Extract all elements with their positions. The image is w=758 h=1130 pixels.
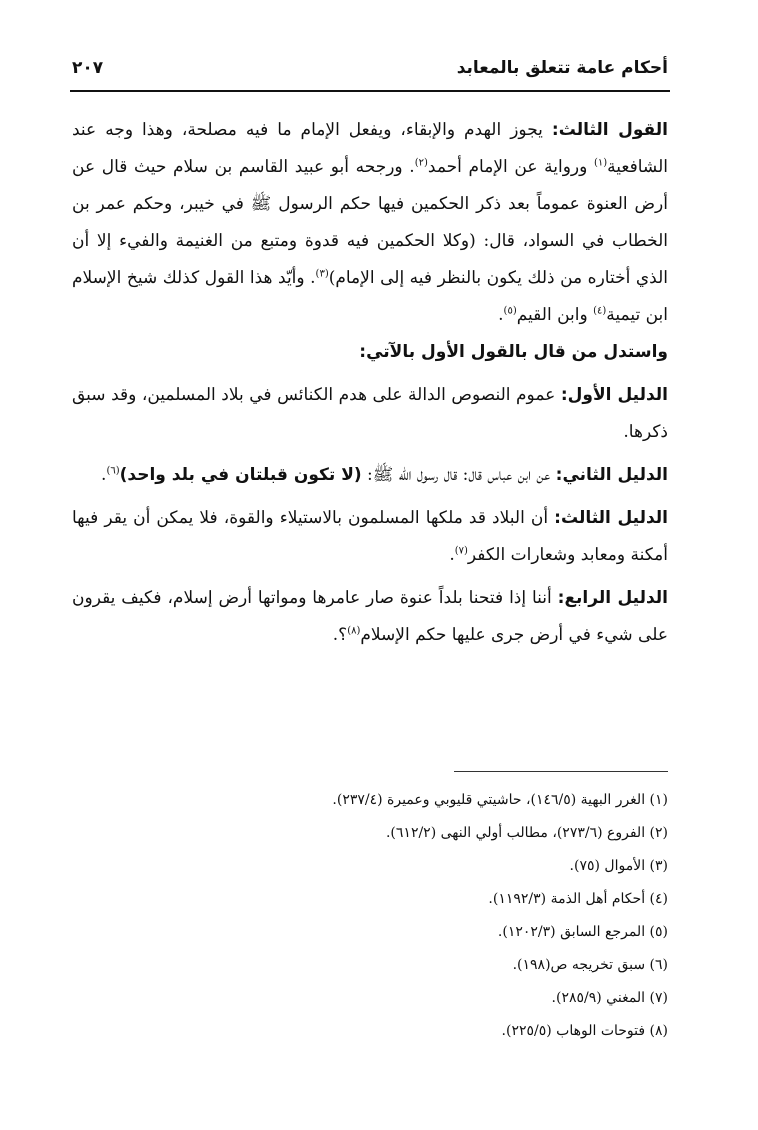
paragraph-text: . ورجحه أبو عبيد القاسم بن سلام حيث قال عن أرض العنوة عموماً بعد ذكر الحكمين فيها حكم الرسول ﷺ في خيبر، وحكم عمر بن الخطاب في السواد، قال: (وكلا الحكمين فيه قدوة ومتبع من الغنيمة والفيء إلا أن الذي أختاره من ذلك يكون بالنظر فيه إلى الإمام) (72, 157, 668, 288)
footnote-ref[interactable]: (٢) (414, 157, 428, 169)
paragraph-evidence-2 (72, 457, 668, 494)
footnotes-list (188, 784, 668, 1048)
footnote-item: (٨) فتوحات الوهاب (٢٢٥/٥). (501, 1023, 668, 1039)
paragraph-lead: الدليل الثاني: (555, 465, 668, 485)
paragraph-text: عن ابن عباس قال: قال رسول الله ﷺ: (361, 465, 556, 485)
footnote-item: (٣) الأموال (٧٥). (569, 858, 668, 874)
section-heading: واستدل من قال بالقول الأول بالآتي: (359, 342, 668, 362)
footnote-ref[interactable]: (٥) (503, 305, 517, 317)
paragraph-text: . وأيّد هذا القول كذلك شيخ الإسلام ابن تيمية (72, 268, 668, 325)
paragraph-text: ورواية عن الإمام أحمد (427, 157, 594, 177)
footnote-item: (١) الغرر البهية (١٤٦/٥)، حاشيتي قليوبي وعميرة (٢٣٧/٤). (332, 792, 668, 808)
paragraph-text: أن البلاد قد ملكها المسلمون بالاستيلاء والقوة، فلا يمكن أن يقر فيها أمكنة ومعابد وشعارات الكفر (72, 508, 668, 565)
paragraph-text: ؟. (332, 625, 348, 645)
footnote-item: (٦) سبق تخريجه ص(١٩٨). (512, 957, 668, 973)
footnote-item: (٧) المغني (٢٨٥/٩). (551, 990, 668, 1006)
paragraph-lead: الدليل الأول: (560, 385, 669, 405)
header-title: أحكام عامة تتعلق بالمعابد (456, 58, 668, 78)
paragraph-text: . (449, 545, 455, 565)
footnote-ref[interactable]: (١) (593, 157, 608, 169)
paragraph-text: وابن القيم (516, 305, 594, 325)
header-divider (70, 90, 670, 92)
paragraph-text: عموم النصوص الدالة على هدم الكنائس في بلاد المسلمين، وقد سبق ذكرها. (72, 385, 668, 442)
paragraph-lead: الدليل الرابع: (557, 588, 668, 608)
footnote-item: (٢) الفروع (٢٧٣/٦)، مطالب أولي النهى (٦١٢/٢). (385, 825, 668, 841)
paragraph-lead: الدليل الثالث: (554, 508, 669, 528)
page-number: ٢٠٧ (72, 58, 104, 78)
paragraph-text: يجوز الهدم والإبقاء، ويفعل الإمام ما فيه مصلحة، وهذا وجه عند الشافعية (72, 120, 668, 177)
paragraph-third-opinion (72, 112, 668, 334)
main-text (72, 112, 668, 654)
footnote-item: (٥) المرجع السابق (١٢٠٢/٣). (497, 924, 668, 940)
paragraph-text: أننا إذا فتحنا بلداً عنوة صار عامرها ومواتها أرض إسلام، فكيف يقرون على شيء في أرض جرى عليها حكم الإسلام (72, 588, 668, 645)
footnote-ref[interactable]: (٨) (347, 625, 361, 637)
footnote-item: (٤) أحكام أهل الذمة (١١٩٢/٣). (488, 891, 668, 907)
hadith-quote: (لا تكون قبلتان في بلد واحد) (119, 465, 362, 485)
footnote-divider (454, 771, 668, 772)
footnote-ref[interactable]: (٣) (315, 268, 329, 280)
running-header (72, 56, 668, 80)
paragraph-lead: القول الثالث: (551, 120, 669, 140)
footnote-ref[interactable]: (٦) (106, 465, 120, 477)
footnote-ref[interactable]: (٤) (593, 305, 607, 317)
paragraph-evidence-1 (72, 377, 668, 451)
paragraph-evidence-3 (72, 500, 668, 574)
paragraph-text: . (498, 305, 504, 325)
paragraph-evidence-4 (72, 580, 668, 654)
footnote-ref[interactable]: (٧) (454, 545, 468, 557)
paragraph-text: . (101, 465, 107, 485)
